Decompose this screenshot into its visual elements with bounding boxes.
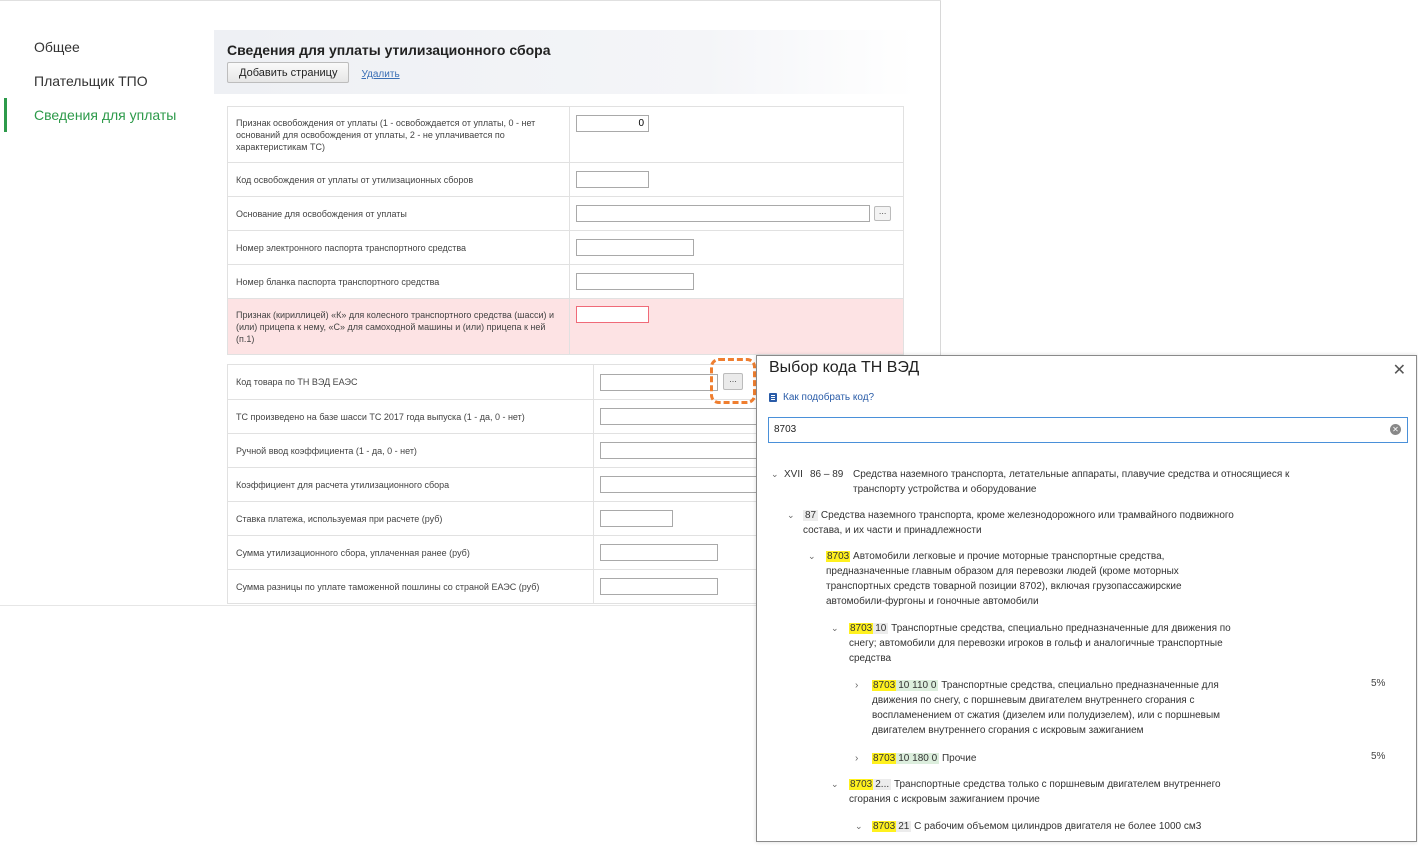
- code-search-value: 8703: [774, 424, 797, 435]
- coef-input[interactable]: [600, 476, 770, 493]
- table-row: [228, 434, 787, 468]
- field-label: Признак освобождения от уплаты (1 - освобождается от уплаты, 0 - нет оснований для освобождения от уплаты, 2 - не уплачивается по характеристикам ТС): [228, 107, 570, 163]
- sidebar: [0, 30, 200, 132]
- table-row: [228, 299, 904, 355]
- section-roman: XVII: [784, 469, 803, 480]
- cyrillic-flag-input[interactable]: [576, 306, 649, 323]
- help-link[interactable]: [769, 392, 874, 403]
- chevron-down-icon[interactable]: ⌄: [855, 821, 863, 831]
- section-header: [214, 30, 916, 94]
- tree-code: 8703: [873, 821, 896, 832]
- chevron-down-icon[interactable]: ⌄: [771, 469, 779, 479]
- close-icon[interactable]: ✕: [1392, 362, 1406, 379]
- tree-node-text: Автомобили легковые и прочие моторные транспортные средства,: [853, 551, 1165, 562]
- book-icon: [769, 393, 777, 402]
- field-label: Номер электронного паспорта транспортного средства: [228, 231, 570, 265]
- tree-node-text: средства: [849, 653, 892, 664]
- chevron-down-icon[interactable]: ⌄: [787, 510, 795, 520]
- tree-node-text: воспламенением от сжатия (дизелем или полудизелем), или с поршневым: [872, 710, 1221, 721]
- table-row: [228, 197, 904, 231]
- tree-node-text: двигателем внутреннего сгорания с искровым зажиганием: [872, 725, 1144, 736]
- main-content: [214, 30, 916, 94]
- tree-code: 8703: [873, 753, 896, 764]
- table-row: [228, 502, 787, 536]
- epts-number-input[interactable]: [576, 239, 694, 256]
- form-table-top: [227, 106, 904, 355]
- tree-node-text: транспортных средств товарной позиции 8702), включая грузопассажирские: [826, 581, 1182, 592]
- pts-blank-number-input[interactable]: [576, 273, 694, 290]
- exemption-basis-lookup-button[interactable]: ...: [874, 206, 891, 221]
- tree-subcode: 10: [875, 623, 887, 634]
- tree-node-text: автомобили-фургоны и гоночные автомобили: [826, 596, 1039, 607]
- table-row: [228, 570, 787, 604]
- tree-node-text: Прочие: [941, 753, 977, 764]
- tree-node-text: Средства наземного транспорта, летательные аппараты, плавучие средства и относящиеся к: [853, 469, 1290, 480]
- tree-code: 8703: [850, 623, 873, 634]
- tree-node-text: сгорания с искровым зажиганием прочие: [849, 794, 1040, 805]
- table-row: [228, 163, 904, 197]
- duty-rate: 5%: [1371, 751, 1386, 762]
- tree-subcode: 2...: [875, 779, 890, 790]
- field-label: Ручной ввод коэффициента (1 - да, 0 - нет): [228, 434, 594, 468]
- tree-node-text: состава, и их части и принадлежности: [803, 525, 982, 536]
- exemption-basis-input[interactable]: [576, 205, 870, 222]
- field-label: Код освобождения от уплаты от утилизационных сборов: [228, 163, 570, 197]
- dialog-title: Выбор кода ТН ВЭД: [769, 359, 920, 376]
- tree-node-text: Транспортные средства, специально предназначенные для: [941, 680, 1219, 691]
- tree-node-text: С рабочим объемом цилиндров двигателя не более 1000 см3: [914, 821, 1202, 832]
- tnved-code-dialog: [756, 355, 1417, 842]
- clear-search-icon[interactable]: ✕: [1390, 424, 1401, 435]
- tree-node-text: снегу; автомобили для перевозки игроков в гольф и аналогичные транспортные: [849, 638, 1223, 649]
- table-row: [228, 400, 787, 434]
- chevron-down-icon[interactable]: ⌄: [831, 623, 839, 633]
- chevron-right-icon[interactable]: ›: [855, 753, 859, 764]
- table-row: [228, 536, 787, 570]
- sidebar-item-general[interactable]: Общее: [34, 39, 80, 55]
- tree-node-text: Транспортные средства только с поршневым двигателем внутреннего: [893, 779, 1221, 790]
- field-label: ТС произведено на базе шасси ТС 2017 года выпуска (1 - да, 0 - нет): [228, 400, 594, 434]
- field-label: Сумма разницы по уплате таможенной пошлины со страной ЕАЭС (руб): [228, 570, 594, 604]
- tree-node-text: Транспортные средства, специально предназначенные для движения по: [891, 623, 1231, 634]
- table-row: [228, 107, 904, 163]
- field-label: Признак (кириллицей) «К» для колесного транспортного средства (шасси) и (или) прицепа к нему, «С» для самоходной машины и (или) прицепа к ней (п.1): [228, 299, 570, 355]
- field-label: Код товара по ТН ВЭД ЕАЭС: [228, 365, 594, 400]
- duty-diff-input[interactable]: [600, 578, 718, 595]
- table-row: [228, 231, 904, 265]
- field-label: Номер бланка паспорта транспортного средства: [228, 265, 570, 299]
- tree-code: 87: [805, 510, 817, 521]
- code-search-input[interactable]: [768, 417, 1408, 443]
- delete-link[interactable]: Удалить: [361, 69, 400, 80]
- chassis-2017-input[interactable]: [600, 408, 770, 425]
- tree-subcode: 10 110 0: [898, 680, 937, 691]
- field-label: Сумма утилизационного сбора, уплаченная ранее (руб): [228, 536, 594, 570]
- chevron-right-icon[interactable]: ›: [855, 680, 859, 691]
- form-table-bottom: [227, 364, 787, 604]
- section-title: Сведения для уплаты утилизационного сбора: [227, 42, 551, 58]
- tree-code: 8703: [850, 779, 873, 790]
- manual-coef-input[interactable]: [600, 442, 770, 459]
- tnved-lookup-button[interactable]: ...: [723, 373, 743, 390]
- chevron-down-icon[interactable]: ⌄: [831, 779, 839, 789]
- rate-input[interactable]: [600, 510, 673, 527]
- tree-code: 8703: [873, 680, 896, 691]
- field-label: Основание для освобождения от уплаты: [228, 197, 570, 231]
- tree-node-text: Средства наземного транспорта, кроме железнодорожного или трамвайного подвижного: [820, 510, 1234, 521]
- help-link-label[interactable]: Как подобрать код?: [783, 392, 875, 403]
- tree-node-text: транспорту устройства и оборудование: [853, 484, 1037, 495]
- exemption-flag-input[interactable]: 0: [576, 115, 649, 132]
- table-row: [228, 265, 904, 299]
- table-row: [228, 468, 787, 502]
- duty-rate: 5%: [1371, 678, 1386, 689]
- field-label: Ставка платежа, используемая при расчете (руб): [228, 502, 594, 536]
- tree-code: 8703: [827, 551, 850, 562]
- exemption-code-input[interactable]: [576, 171, 649, 188]
- field-label: Коэффициент для расчета утилизационного сбора: [228, 468, 594, 502]
- tnved-code-input[interactable]: [600, 374, 718, 391]
- paid-before-input[interactable]: [600, 544, 718, 561]
- tree-node-text: движения по снегу, с поршневым двигателем внутреннего сгорания с: [872, 695, 1195, 706]
- tree-node-text: предназначенные главным образом для перевозки людей (кроме моторных: [826, 566, 1179, 577]
- table-row: [228, 365, 787, 400]
- tnved-lookup-highlight: [710, 358, 756, 404]
- tree-subcode: 10 180 0: [898, 753, 938, 764]
- sidebar-item-payment-info[interactable]: Сведения для уплаты: [0, 98, 200, 132]
- sidebar-item-payer[interactable]: Плательщик ТПО: [34, 73, 148, 89]
- add-page-button[interactable]: Добавить страницу: [227, 62, 349, 83]
- chevron-down-icon[interactable]: ⌄: [808, 551, 816, 561]
- tree-subcode: 21: [898, 821, 910, 832]
- section-range: 86 – 89: [810, 469, 844, 480]
